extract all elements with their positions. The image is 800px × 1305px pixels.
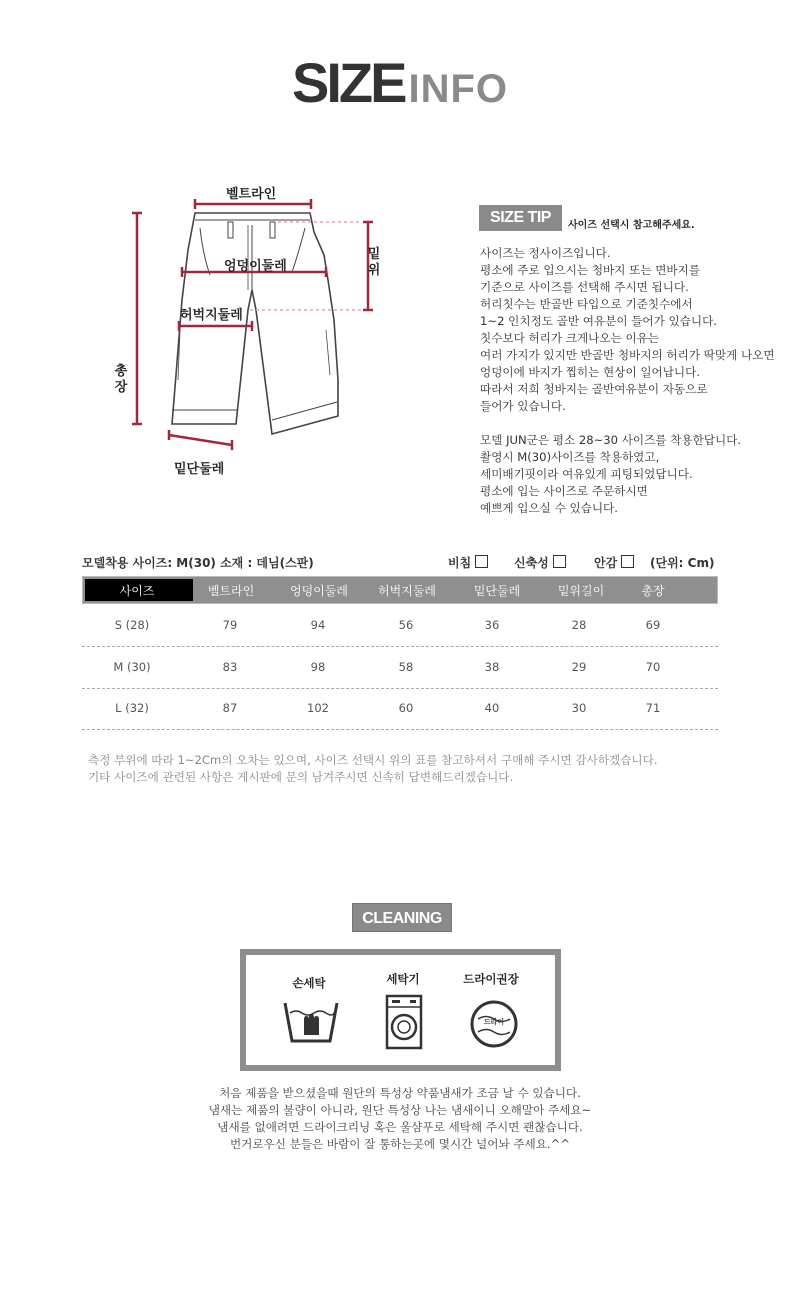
tip-line: 기준으로 사이즈를 선택해 주시면 됩니다. [480, 280, 689, 294]
belt-line-label: 벨트라인 [226, 187, 277, 202]
cell-thigh: 60 [398, 701, 414, 715]
cell-rise: 30 [571, 701, 587, 715]
cell-hem: 40 [484, 701, 500, 715]
tip-line: 들어가 있습니다. [480, 399, 566, 413]
cell-rise: 29 [571, 660, 587, 674]
cell-belt-line: 87 [222, 701, 238, 715]
stretch-option [514, 554, 566, 571]
title-info: INFO [408, 67, 508, 111]
th-length: 총장 [641, 584, 665, 598]
machine-wash-label: 세탁기 [386, 972, 420, 986]
title-size: SIZE [291, 51, 405, 114]
tip-line: 모델 JUN군은 평소 28~30 사이즈를 착용한답니다. [480, 433, 742, 447]
size-tip-badge: SIZE TIP [479, 205, 562, 231]
unit-label: (단위: Cm) [650, 556, 715, 570]
cell-length: 70 [645, 660, 661, 674]
info-bar [82, 554, 718, 572]
stretch-checkbox [553, 555, 566, 568]
cell-hip: 94 [310, 618, 326, 632]
stretch-label: 신축성 [514, 556, 549, 570]
cell-belt-line: 79 [222, 618, 238, 632]
washing-machine-icon [384, 993, 424, 1051]
tip-line: 평소에 입는 사이즈로 주문하시면 [480, 484, 648, 498]
table-row [82, 689, 718, 730]
rise-label: 밑위 [367, 247, 381, 278]
size-tip-subtitle: 사이즈 선택시 참고해주세요. [568, 220, 695, 231]
model-size-info: 모델착용 사이즈: M(30) 소재 : 데님(스판) [82, 556, 314, 570]
cleaning-note-line: 번거로우신 분들은 바람이 잘 통하는곳에 몇시간 널어놔 주세요.^^ [229, 1137, 571, 1151]
tip-line: 따라서 저희 청바지는 골반여유분이 자동으로 [480, 382, 708, 396]
tip-line: 예쁘게 입으실 수 있습니다. [480, 501, 618, 515]
cleaning-badge: CLEANING [352, 903, 452, 932]
cleaning-note-line: 냄새는 제품의 불량이 아니라, 원단 특성상 나는 냄새이니 오해말아 주세요~ [208, 1103, 592, 1117]
th-hem: 밑단둘레 [473, 584, 521, 598]
dry-clean-icon-text: 드라이 [483, 1018, 505, 1026]
table-row [82, 606, 718, 647]
tip-line: 세미배기핏이라 여유있게 피팅되었답니다. [480, 467, 693, 481]
th-rise: 밑위길이 [557, 584, 605, 598]
cell-size: S (28) [114, 618, 150, 632]
tip-line: 1~2 인치정도 골반 여유분이 들어가 있습니다. [480, 314, 717, 328]
cell-hip: 98 [310, 660, 326, 674]
cell-hip: 102 [307, 701, 329, 715]
cell-hem: 38 [484, 660, 500, 674]
th-belt-line: 벨트라인 [207, 584, 255, 598]
hem-measure [169, 430, 232, 450]
tip-line: 평소에 주로 입으시는 청바지 또는 면바지를 [480, 263, 701, 277]
th-size: 사이즈 [119, 584, 155, 598]
see-through-label: 비침 [448, 556, 472, 570]
tip-line: 사이즈는 정사이즈입니다. [480, 246, 611, 260]
page-title [0, 50, 800, 115]
tip-line: 칫수보다 허리가 크게나오는 이유는 [480, 331, 660, 345]
cell-hem: 36 [484, 618, 500, 632]
note-line: 측정 부위에 따라 1~2Cm의 오차는 있으며, 사이즈 선택시 위의 표를 참고하셔서 구매해 주시면 감사하겠습니다. [88, 753, 658, 767]
cell-size: L (32) [115, 701, 149, 715]
th-thigh: 허벅지둘레 [378, 584, 436, 598]
table-note [88, 752, 658, 786]
cell-thigh: 56 [398, 618, 414, 632]
tip-line: 여러 가지가 있지만 반골반 청바지의 허리가 딱맞게 나오면 [480, 348, 775, 362]
see-through-option [448, 554, 488, 571]
cleaning-notes [0, 1085, 800, 1153]
hand-wash-label: 손세탁 [292, 976, 326, 990]
cell-belt-line: 83 [222, 660, 238, 674]
thigh-label: 허벅지둘레 [180, 308, 243, 323]
cell-thigh: 58 [398, 660, 414, 674]
tip-line: 촬영시 M(30)사이즈를 착용하였고, [480, 450, 660, 464]
hem-label: 밑단둘레 [174, 462, 225, 477]
tip-line: 허리칫수는 반골반 타입으로 기준칫수에서 [480, 297, 693, 311]
cleaning-note-line: 처음 제품을 받으셨을때 원단의 특성상 약품냄새가 조금 날 수 있습니다. [219, 1086, 581, 1100]
note-line: 기타 사이즈에 관련된 사항은 게시판에 문의 남겨주시면 신속히 답변해드리겠습니다. [88, 770, 514, 784]
cell-size: M (30) [113, 660, 151, 674]
cleaning-note-line: 냄새를 없애려면 드라이크리닝 혹은 울샴푸로 세탁해 주시면 괜찮습니다. [217, 1120, 583, 1134]
dry-clean-label: 드라이권장 [463, 972, 519, 986]
lining-label: 안감 [594, 556, 618, 570]
size-tip-text [480, 245, 798, 517]
hip-label: 엉덩이둘레 [224, 259, 287, 274]
pants-diagram [100, 180, 400, 470]
see-through-checkbox [475, 555, 488, 568]
tip-line: 엉덩이에 바지가 찝히는 현상이 일어납니다. [480, 365, 701, 379]
pants-outline [172, 213, 338, 434]
lining-checkbox [621, 555, 634, 568]
cleaning-box [240, 949, 561, 1071]
cell-rise: 28 [571, 618, 587, 632]
size-table-header [82, 576, 718, 604]
hand-wash-icon [282, 997, 340, 1049]
th-hip: 엉덩이둘레 [290, 584, 348, 598]
length-label: 총장 [114, 364, 128, 395]
length-measure [132, 213, 142, 424]
cell-length: 69 [645, 618, 661, 632]
table-row [82, 648, 718, 689]
lining-option [594, 554, 634, 571]
cell-length: 71 [645, 701, 661, 715]
